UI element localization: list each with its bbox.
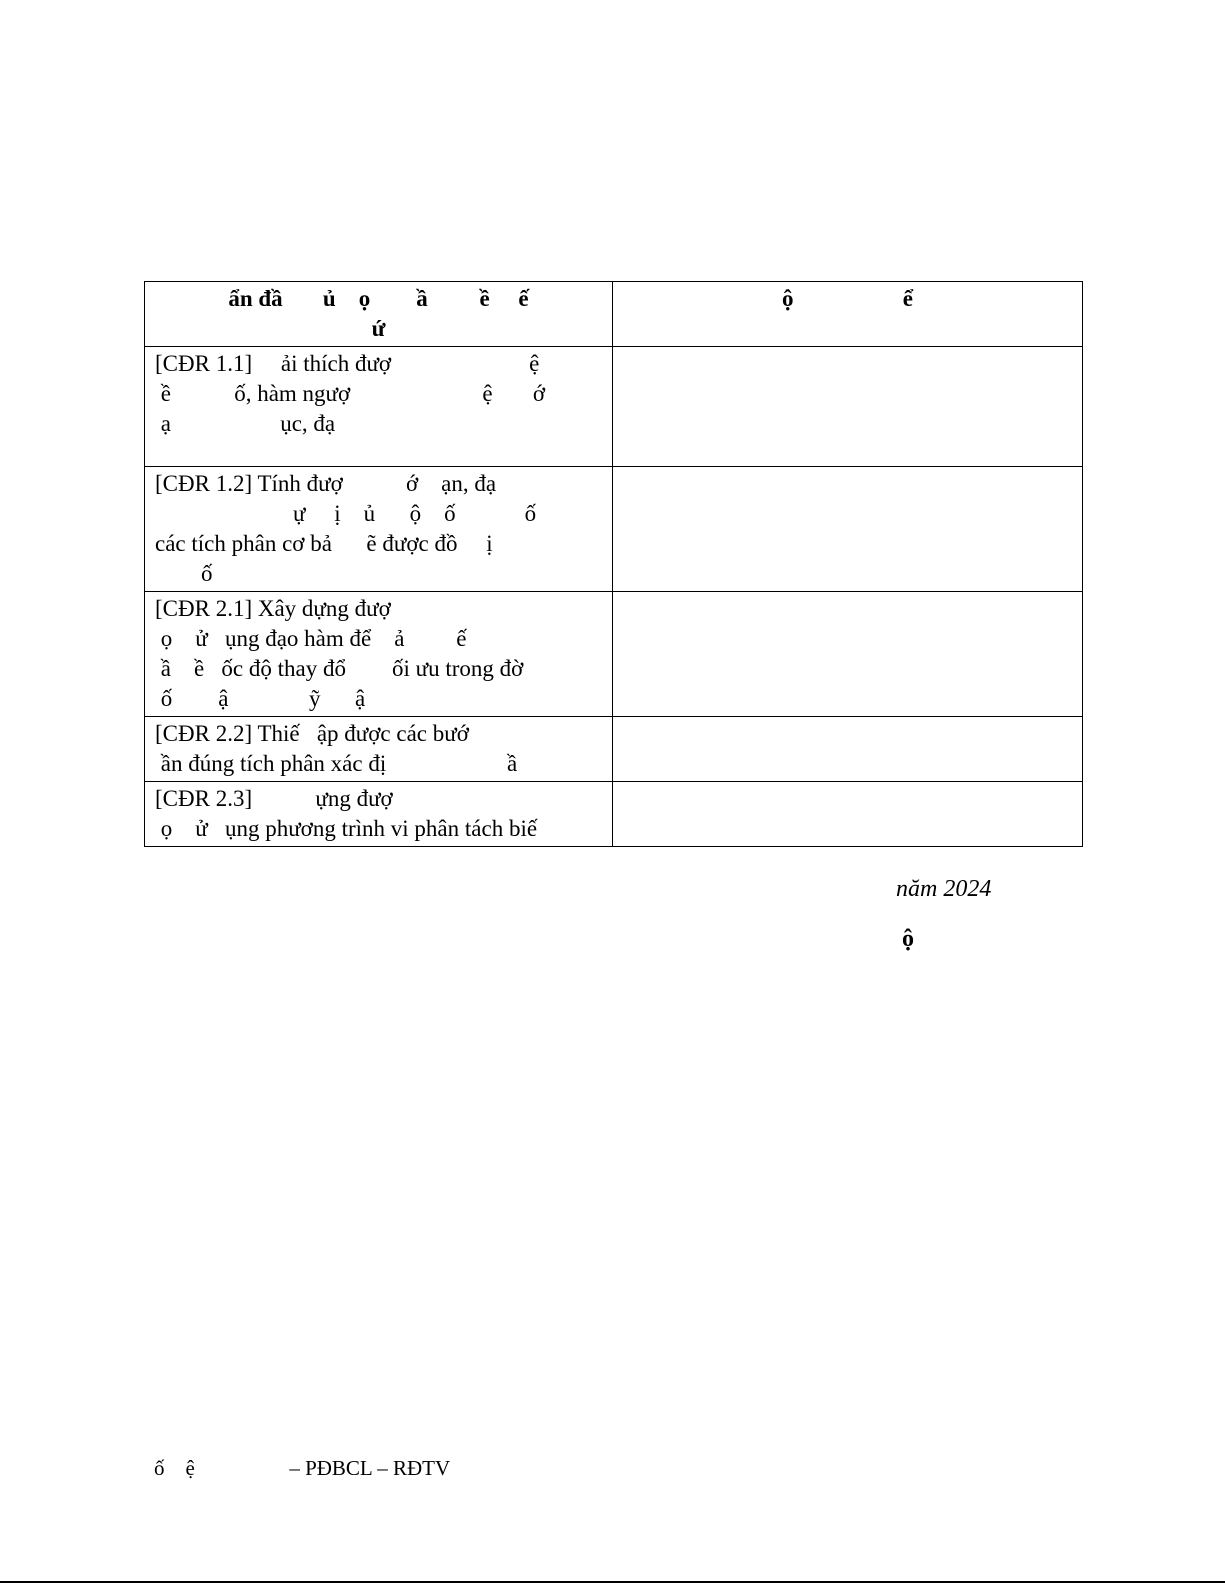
assessment-cell-4 <box>613 717 1083 782</box>
outcome-3-line-1: [CĐR 2.1] Xây dựng đượ <box>155 596 391 621</box>
outcome-1-line-1: [CĐR 1.1] ải thích đượ ệ <box>155 351 540 376</box>
date-line: năm 2024 <box>896 876 992 902</box>
table-row <box>145 467 1083 592</box>
outcome-cell-4 <box>145 717 613 782</box>
header-assessment <box>613 282 1083 347</box>
assessment-cell-1 <box>613 347 1083 467</box>
table-row <box>145 782 1083 847</box>
header-outcomes-line-2: ứ <box>371 316 386 341</box>
outcome-3-line-4: ố ậ ỹ ậ <box>155 686 366 711</box>
outcome-2-line-1: [CĐR 1.2] Tính đượ ớ ạn, đạ <box>155 471 497 496</box>
bottom-rule <box>0 1581 1225 1583</box>
header-assessment-line-1: ộ ể <box>782 286 913 311</box>
outcome-2-line-3: các tích phân cơ bả ẽ được đồ ị <box>155 531 493 556</box>
table-row <box>145 347 1083 467</box>
outcomes-table <box>144 281 1083 847</box>
outcome-4-line-1: [CĐR 2.2] Thiế ập được các bướ <box>155 721 469 746</box>
outcome-5-line-2: ọ ử ụng phương trình vi phân tách biế <box>155 816 538 841</box>
signature-title: ộ <box>902 926 914 952</box>
outcome-1-line-3: ạ ục, đạ <box>155 411 336 436</box>
assessment-cell-5 <box>613 782 1083 847</box>
assessment-cell-3 <box>613 592 1083 717</box>
table-row <box>145 592 1083 717</box>
outcome-cell-2 <box>145 467 613 592</box>
outcome-4-line-2: ần đúng tích phân xác đị ầ <box>155 751 518 776</box>
outcome-2-line-2: ự ị ủ ộ ố ố <box>155 501 537 526</box>
outcome-3-line-2: ọ ử ụng đạo hàm để ả ế <box>155 626 467 651</box>
table-header-row <box>145 282 1083 347</box>
outcome-5-line-1: [CĐR 2.3] ựng đượ <box>155 786 393 811</box>
header-outcomes-line-1: ẩn đầ ủ ọ ầ ề ế <box>228 286 529 311</box>
outcome-cell-3 <box>145 592 613 717</box>
table-row <box>145 717 1083 782</box>
header-outcomes <box>145 282 613 347</box>
outcome-3-line-3: ầ ề ốc độ thay đổ ối ưu trong đờ <box>155 656 524 681</box>
assessment-cell-2 <box>613 467 1083 592</box>
outcome-cell-5 <box>145 782 613 847</box>
outcome-1-line-2: ề ố, hàm ngượ ệ ớ <box>155 381 546 406</box>
footer-code: ố ệ – PĐBCL – RĐTV <box>154 1456 451 1480</box>
outcome-2-line-4: ố <box>155 561 213 586</box>
outcome-cell-1 <box>145 347 613 467</box>
